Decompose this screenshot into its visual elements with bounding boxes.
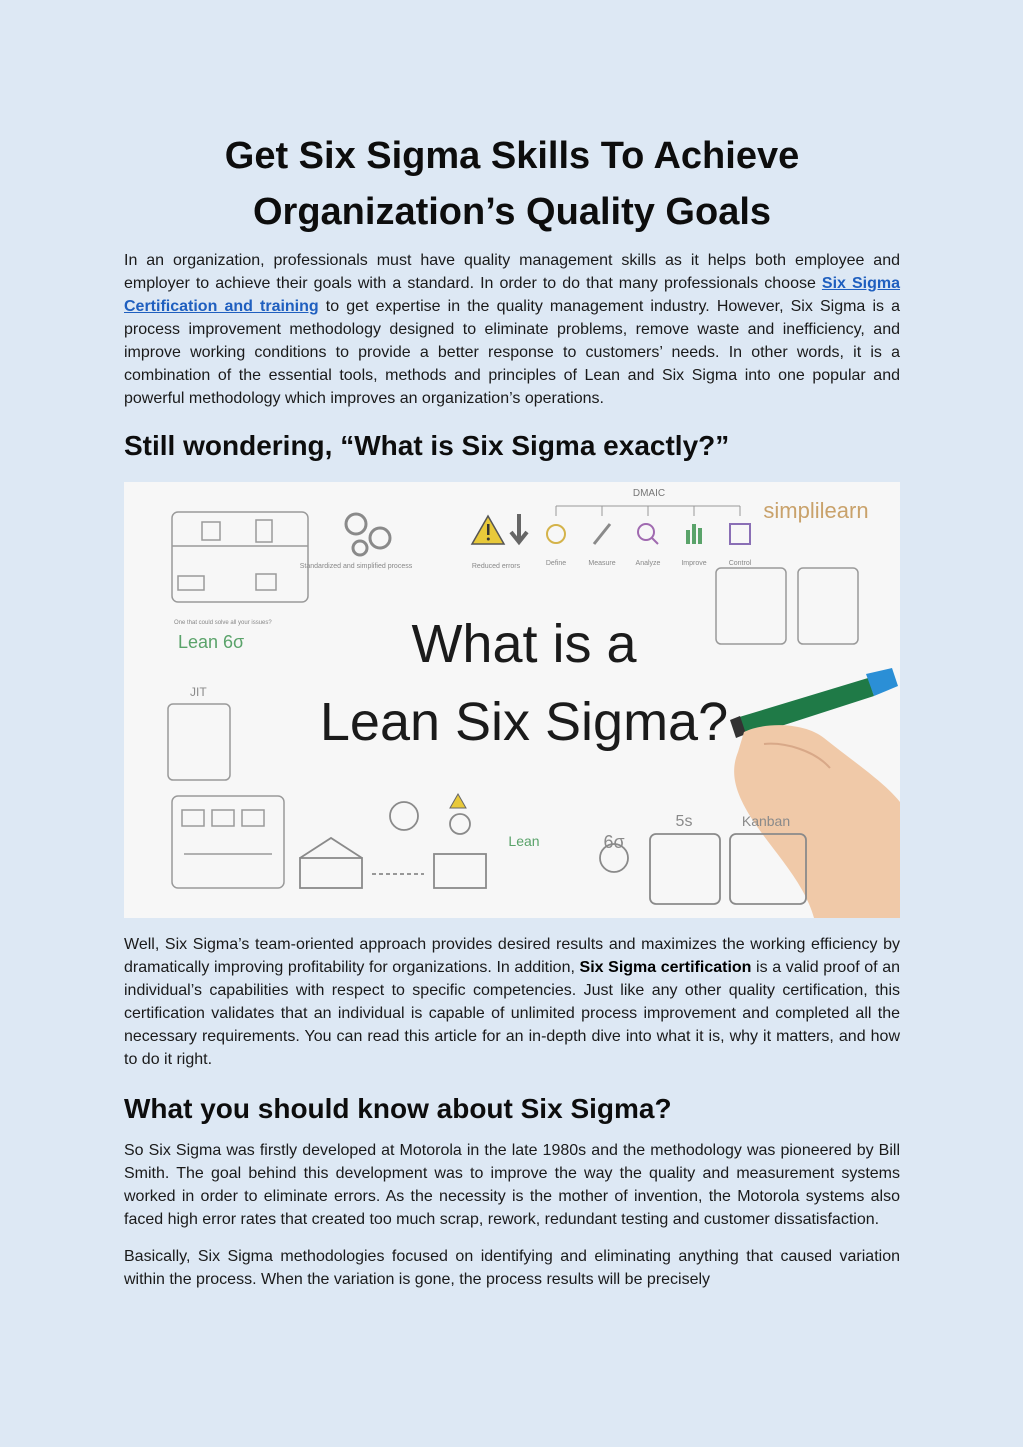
five-s-label: 5s: [675, 813, 693, 830]
jit-panel: [168, 704, 230, 780]
brand-logo: simplilearn: [763, 498, 869, 523]
store-icon: [434, 854, 486, 888]
figure-headline-line-1: What is a: [411, 614, 637, 674]
control-panel-icon: [730, 524, 750, 544]
lean-small-label: Lean: [508, 833, 540, 849]
small-warning-icon: [450, 794, 466, 808]
para2-text-after-bold: is a valid proof of an individual’s capabilities with respect to specific competencies. Just like any other quality certification, this certification validates that an individual is capable of unlimited process improvement and completed all the necessary requirements. You can read this article for an in-depth dive into what it is, why it matters, and how to do it right.: [124, 959, 901, 1068]
gears-icon: [346, 514, 390, 555]
lean-six-sigma-illustration: [124, 482, 900, 918]
jit-label: JIT: [190, 685, 207, 699]
title-line-2: Organization’s Quality Goals: [252, 191, 772, 233]
step-control: Control: [728, 560, 752, 567]
dmaic-step-icons: [547, 524, 750, 544]
body-paragraph-3: So Six Sigma was firstly developed at Motorola in the late 1980s and the methodology was pioneered by Bill Smith. The goal behind this development was to improve the way the quality and measurement systems worked in order to eliminate errors. As the necessity is the mother of invention, the Motorola systems also faced high error rates that created too much scrap, rework, redundant testing and customer dissatisfaction.: [124, 1142, 900, 1228]
para2-text-before-bold: Well, Six Sigma’s team-oriented approach provides desired results and maximizes the working efficiency by dramatically improving profitability for organizations. In addition,: [124, 936, 900, 976]
section-heading-what-is: Still wondering, “What is Six Sigma exactly?”: [124, 430, 730, 461]
warning-icon: [472, 516, 504, 544]
six-sigma-certification-link[interactable]: Six Sigma Certification and training: [124, 275, 900, 315]
sketch-panel-right: [716, 568, 858, 644]
intro-text-after-link: to get expertise in the quality management industry. However, Six Sigma is a process improvement methodology designed to eliminate problems, remove waste and inefficiency, and improve working conditions to provide a better response to customers’ needs. In other words, it is a combination of the essential tools, methods and principles of Lean and Six Sigma into one popular and powerful methodology which improves an organization’s operations.: [124, 298, 901, 407]
caption-reduced-errors: Reduced errors: [471, 563, 521, 570]
sketch-panel-bottom-left: [172, 796, 284, 888]
magnifier-icon: [638, 524, 654, 540]
bar-chart-icon: [686, 530, 690, 544]
intro-paragraph: [124, 249, 900, 410]
five-s-panel: [650, 834, 720, 904]
illustration-svg: [124, 482, 900, 918]
sigma-small-label: 6σ: [603, 832, 625, 852]
bulb-icon: [547, 525, 565, 543]
kanban-label: Kanban: [741, 813, 791, 829]
page-title: [124, 128, 900, 240]
caption-standardized-process: Standardized and simplified process: [299, 563, 413, 570]
body-paragraph-2: [124, 933, 900, 1071]
intro-text-before-link: In an organization, professionals must have quality management skills as it helps both employee and employer to achieve their goals with a standard. In order to do that many professionals choose: [124, 252, 900, 292]
section-heading-what-to-know: What you should know about Six Sigma?: [124, 1093, 672, 1124]
bottom-row-icons: [300, 802, 806, 904]
body-paragraph-4: Basically, Six Sigma methodologies focused on identifying and eliminating anything that caused variation within the process. When the variation is gone, the process results will be precisely: [124, 1248, 900, 1288]
lean6-label: Lean 6σ: [178, 632, 245, 652]
dmaic-branch-lines: [556, 506, 740, 516]
svg-text:One that could solve all your: One that could solve all your issues?: [174, 620, 272, 626]
step-define: Define: [545, 560, 567, 567]
step-measure: Measure: [588, 560, 616, 567]
sketch-panel-top-left: [172, 512, 308, 602]
step-analyze: Analyze: [635, 560, 661, 567]
dmaic-label: DMAIC: [632, 488, 666, 499]
figure-headline-line-2: Lean Six Sigma?: [319, 692, 729, 752]
warehouse-icon: [300, 858, 362, 888]
hand-with-marker: [730, 668, 900, 918]
team-icon: [450, 814, 470, 834]
down-arrow-icon: [511, 514, 527, 542]
pencil-icon: [594, 524, 610, 544]
stopwatch-icon: [390, 802, 418, 830]
document-page: [124, 128, 900, 1291]
six-sigma-certification-bold: Six Sigma certification: [579, 959, 752, 976]
step-improve: Improve: [681, 560, 707, 567]
title-line-1: Get Six Sigma Skills To Achieve: [224, 135, 800, 177]
